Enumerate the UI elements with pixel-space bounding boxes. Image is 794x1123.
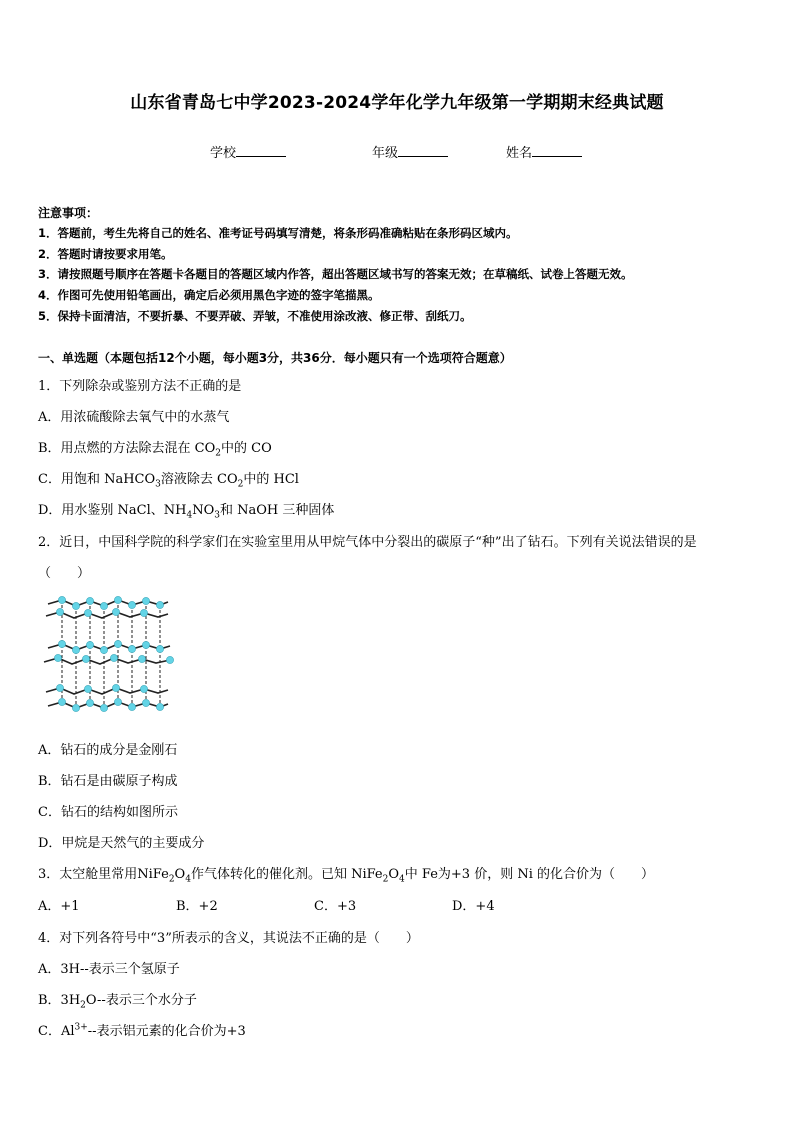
stem-text: 作气体转化的催化剂。已知 NiFe (190, 867, 383, 882)
question-2-option-c[interactable]: C．钻石的结构如图所示 (38, 805, 178, 820)
option-text: D．用水鉴别 NaCl、NH (38, 503, 187, 518)
subscript: 2 (237, 479, 244, 490)
question-2-answer-paren: （ ） (38, 566, 91, 581)
question-1-stem: 1．下列除杂或鉴别方法不正确的是 (38, 379, 242, 394)
option-text: 和 NaOH 三种固体 (220, 503, 335, 518)
question-1-option-a[interactable]: A．用浓硫酸除去氧气中的水蒸气 (38, 410, 230, 425)
option-text: --表示铝元素的化合价为+3 (87, 1024, 246, 1039)
superscript: 3+ (74, 1022, 88, 1033)
option-text: C．Al (38, 1024, 75, 1039)
subscript: 2 (168, 874, 175, 885)
subscript: 2 (382, 874, 389, 885)
option-text: C．用饱和 NaHCO (38, 472, 156, 487)
diamond-structure-diagram (42, 592, 174, 720)
question-4-option-b[interactable] (38, 989, 197, 1011)
option-text: B．用点燃的方法除去混在 CO (38, 441, 216, 456)
grade-label: 年级 (372, 146, 399, 161)
question-4-stem: 4．对下列各符号中“3”所表示的含义，其说法不正确的是（ ） (38, 931, 419, 946)
question-3-option-c[interactable]: C．+3 (314, 899, 357, 914)
question-3-option-b[interactable]: B．+2 (176, 899, 218, 914)
question-3-option-d[interactable]: D．+4 (452, 899, 495, 914)
notes-title: 注意事项： (38, 206, 99, 220)
name-blank[interactable] (532, 144, 582, 157)
subscript: 3 (155, 479, 161, 490)
question-1-option-c[interactable] (38, 468, 299, 490)
page-title: 山东省青岛七中学2023-2024学年化学九年级第一学期期末经典试题 (130, 93, 664, 113)
subscript: 4 (185, 874, 191, 885)
option-text: 中的 HCl (243, 472, 299, 487)
question-1-option-d[interactable] (38, 499, 334, 521)
note-item: 5．保持卡面清洁，不要折暴、不要弄破、弄皱，不准使用涂改液、修正带、刮纸刀。 (38, 309, 472, 323)
subscript: 4 (186, 510, 193, 521)
option-text: 中的 CO (221, 441, 272, 456)
school-blank[interactable] (236, 144, 286, 157)
question-4-option-c[interactable] (38, 1020, 246, 1039)
school-field (210, 142, 286, 161)
question-2-option-d[interactable]: D．甲烷是天然气的主要成分 (38, 836, 205, 851)
subscript: 3 (214, 510, 221, 521)
option-text: B．3H (38, 993, 81, 1008)
stem-text: O (174, 867, 186, 882)
stem-text: 中 Fe为+3 价，则 Ni 的化合价为（ ） (404, 867, 654, 882)
note-item: 4．作图可先使用铅笔画出，确定后必须用黑色字迹的签字笔描黑。 (38, 288, 380, 302)
school-label: 学校 (210, 146, 237, 161)
question-4-option-a[interactable]: A．3H--表示三个氢原子 (38, 962, 180, 977)
subscript: 2 (80, 1000, 86, 1011)
note-item: 3．请按照题号顺序在答题卡各题目的答题区域内作答，超出答题区域书写的答案无效；在草稿纸、试卷上答题无效。 (38, 267, 633, 281)
grade-blank[interactable] (398, 144, 448, 157)
question-2-stem: 2．近日，中国科学院的科学家们在实验室里用从甲烷气体中分裂出的碳原子“种”出了钻石。下列有关说法错误的是 (38, 535, 697, 550)
note-item: 1．答题前，考生先将自己的姓名、准考证号码填写清楚，将条形码准确粘贴在条形码区域内。 (38, 226, 518, 240)
option-text: O--表示三个水分子 (85, 993, 197, 1008)
question-2-option-a[interactable]: A．钻石的成分是金刚石 (38, 743, 178, 758)
question-3-stem (38, 863, 654, 885)
name-label: 姓名 (506, 146, 533, 161)
question-1-option-b[interactable] (38, 437, 272, 459)
subscript: 2 (215, 448, 222, 459)
carbon-atoms (54, 596, 173, 711)
grade-field (372, 142, 448, 161)
stem-text: O (388, 867, 400, 882)
question-2-option-b[interactable]: B．钻石是由碳原子构成 (38, 774, 178, 789)
section-heading: 一、单选题（本题包括12个小题，每小题3分，共36分．每小题只有一个选项符合题意） (38, 351, 512, 365)
note-item: 2．答题时请按要求用笔。 (38, 247, 173, 261)
option-text: NO (192, 503, 215, 518)
bond-lines (44, 600, 170, 708)
subscript: 4 (399, 874, 405, 885)
stem-text: 3．太空舱里常用NiFe (38, 867, 169, 882)
question-3-option-a[interactable]: A．+1 (38, 899, 80, 914)
name-field (506, 142, 582, 161)
option-text: 溶液除去 CO (160, 472, 238, 487)
